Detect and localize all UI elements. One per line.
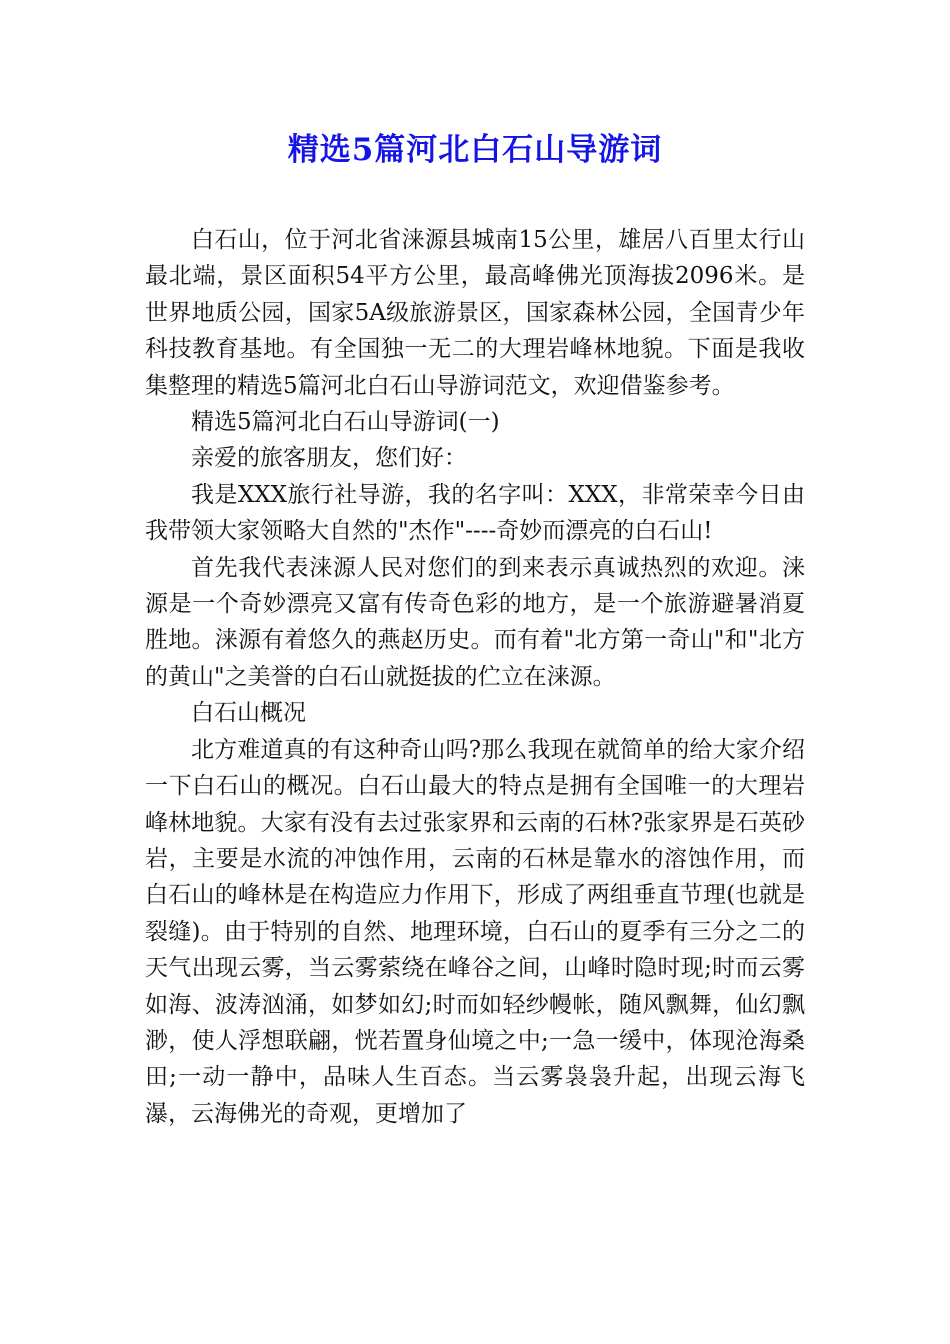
document-title: 精选5篇河北白石山导游词 (287, 132, 663, 168)
paragraph-section-heading: 精选5篇河北白石山导游词(一) (191, 409, 500, 436)
paragraph-guide-intro: 我是XXX旅行社导游，我的名字叫：XXX，非常荣幸今日由我带领大家领略大自然的"杰作"----奇妙而漂亮的白石山! (145, 481, 805, 545)
document-body (145, 222, 805, 1132)
paragraph-overview-heading: 白石山概况 (191, 700, 306, 727)
paragraph-overview: 北方难道真的有这种奇山吗?那么我现在就简单的给大家介绍一下白石山的概况。白石山最大的特点是拥有全国唯一的大理岩峰林地貌。大家有没有去过张家界和云南的石林?张家界是石英砂岩，主要是水流的冲蚀作用，云南的石林是靠水的溶蚀作用，而白石山的峰林是在构造应力作用下，形成了两组垂直节理(也就是裂缝)。由于特别的自然、地理环境，白石山的夏季有三分之二的天气出现云雾，当云雾萦绕在峰谷之间，山峰时隐时现;时而云雾如海、波涛汹涌，如梦如幻;时而如轻纱幔帐，随风飘舞，仙幻飘渺，使人浮想联翩，恍若置身仙境之中;一急一缓中，体现沧海桑田;一动一静中，品味人生百态。当云雾袅袅升起，出现云海飞瀑，云海佛光的奇观，更增加了 (145, 736, 805, 1127)
paragraph-welcome: 首先我代表涞源人民对您们的到来表示真诚热烈的欢迎。涞源是一个奇妙漂亮又富有传奇色彩的地方，是一个旅游避暑消夏胜地。涞源有着悠久的燕赵历史。而有着"北方第一奇山"和"北方的黄山"之美誉的白石山就挺拔的伫立在涞源。 (145, 554, 805, 690)
paragraph-intro: 白石山，位于河北省涞源县城南15公里，雄居八百里太行山最北端，景区面积54平方公里，最高峰佛光顶海拔2096米。是世界地质公园，国家5A级旅游景区，国家森林公园，全国青少年科技教育基地。有全国独一无二的大理岩峰林地貌。下面是我收集整理的精选5篇河北白石山导游词范文，欢迎借鉴参考。 (145, 227, 805, 399)
paragraph-greeting: 亲爱的旅客朋友，您们好： (191, 445, 467, 472)
